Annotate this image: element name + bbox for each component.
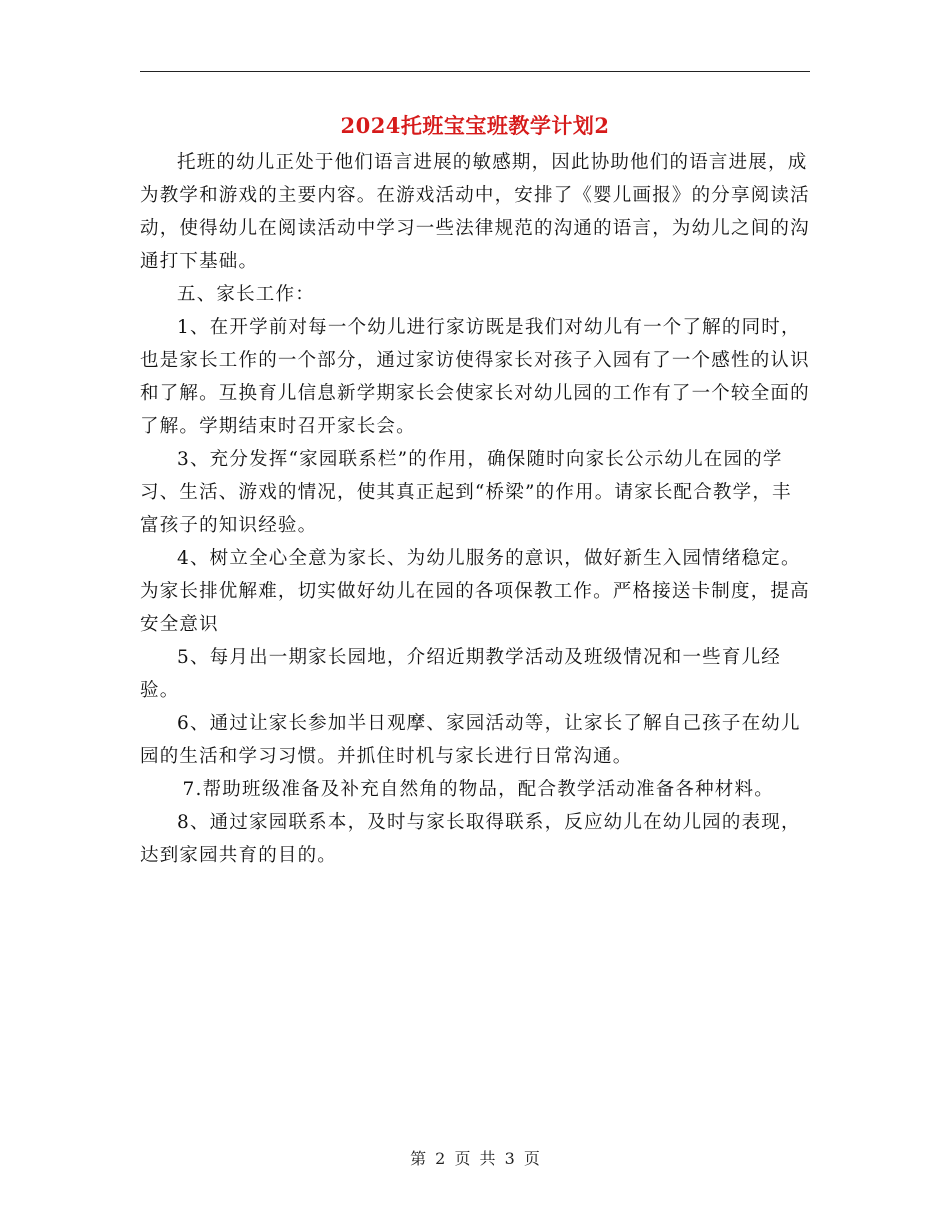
- list-item-5: 5、每月出一期家长园地，介绍近期教学活动及班级情况和一些育儿经验。: [140, 647, 781, 701]
- list-item-6: 6、通过让家长参加半日观摩、家园活动等，让家长了解自己孩子在幼儿园的生活和学习习惯。并抓住时机与家长进行日常沟通。: [140, 713, 801, 767]
- list-item-4: 4、树立全心全意为家长、为幼儿服务的意识，做好新生入园情绪稳定。为家长排优解难，切实做好幼儿在园的各项保教工作。严格接送卡制度，提高安全意识: [140, 548, 810, 635]
- section-heading-parent-work: 五、家长工作：: [177, 284, 315, 305]
- list-item-3: 3、充分发挥“家园联系栏”的作用，确保随时向家长公示幼儿在园的学习、生活、游戏的情况，使其真正起到“桥梁”的作用。请家长配合教学，丰富孩子的知识经验。: [140, 449, 792, 536]
- list-item-7: 7.帮助班级准备及补充自然角的物品，配合教学活动准备各种材料。: [182, 779, 774, 800]
- header-rule: [140, 71, 810, 72]
- list-item-8: 8、通过家园联系本，及时与家长取得联系，反应幼儿在幼儿园的表现，达到家园共育的目的。: [140, 812, 801, 866]
- paragraph-intro: 托班的幼儿正处于他们语言进展的敏感期，因此协助他们的语言进展，成为教学和游戏的主要内容。在游戏活动中，安排了《婴儿画报》的分享阅读活动，使得幼儿在阅读活动中学习一些法律规范的沟通的语言，为幼儿之间的沟通打下基础。: [140, 152, 810, 272]
- list-item-1: 1、在开学前对每一个幼儿进行家访既是我们对幼儿有一个了解的同时，也是家长工作的一个部分，通过家访使得家长对孩子入园有了一个感性的认识和了解。互换育儿信息新学期家长会使家长对幼儿园的工作有了一个较全面的了解。学期结束时召开家长会。: [140, 317, 810, 437]
- document-title: 2024托班宝宝班教学计划2: [340, 113, 610, 138]
- document-body: [140, 146, 810, 872]
- page-number: 第 2 页 共 3 页: [410, 1149, 540, 1168]
